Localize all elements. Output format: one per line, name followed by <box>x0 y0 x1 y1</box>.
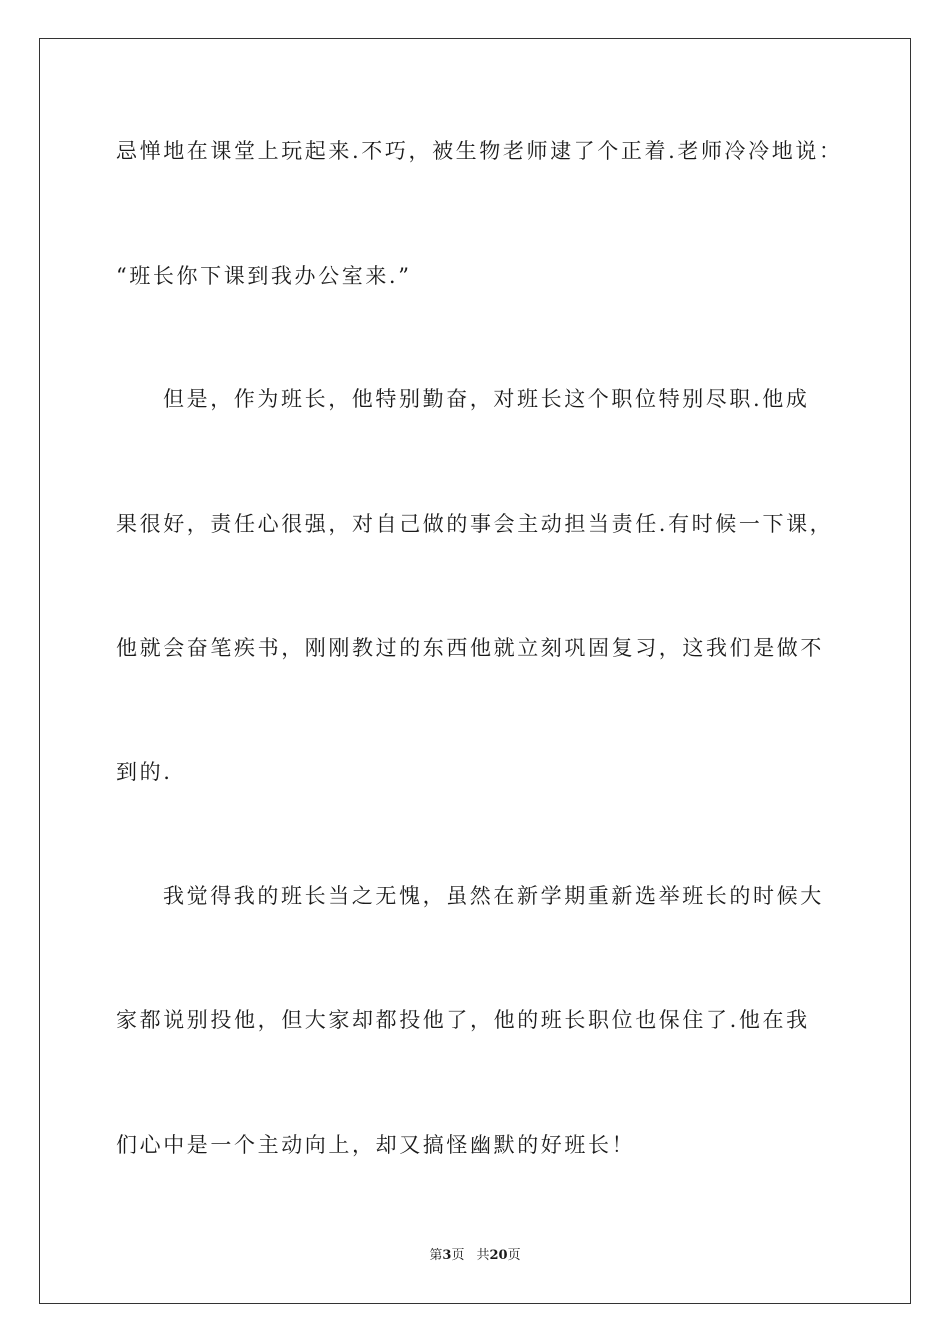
paragraph-line: 我觉得我的班长当之无愧，虽然在新学期重新选举班长的时候大 <box>163 884 824 908</box>
page-prefix: 第 <box>429 1248 443 1263</box>
paragraph-line: 果很好，责任心很强，对自己做的事会主动担当责任.有时候一下课， <box>116 512 834 536</box>
paragraph-line: 们心中是一个主动向上，却又搞怪幽默的好班长！ <box>116 1133 636 1157</box>
total-suffix: 页 <box>507 1248 521 1263</box>
paragraph-line: 但是，作为班长，他特别勤奋，对班长这个职位特别尽职.他成 <box>163 387 810 411</box>
page-suffix: 页 <box>451 1248 465 1263</box>
paragraph-line: 到的. <box>116 760 173 784</box>
paragraph-line: “班长你下课到我办公室来.” <box>116 264 412 288</box>
paragraph-line: 忌惮地在课堂上玩起来.不巧，被生物老师逮了个正着.老师冷冷地说： <box>116 139 843 163</box>
total-prefix: 共 <box>476 1248 490 1263</box>
paragraph-line: 他就会奋笔疾书，刚刚教过的东西他就立刻巩固复习，这我们是做不 <box>116 636 824 660</box>
page-border <box>39 38 911 1304</box>
paragraph-line: 家都说别投他，但大家却都投他了，他的班长职位也保住了.他在我 <box>116 1008 810 1032</box>
page-footer <box>0 1247 950 1265</box>
total-pages: 20 <box>489 1248 508 1263</box>
page-number: 3 <box>442 1248 452 1263</box>
